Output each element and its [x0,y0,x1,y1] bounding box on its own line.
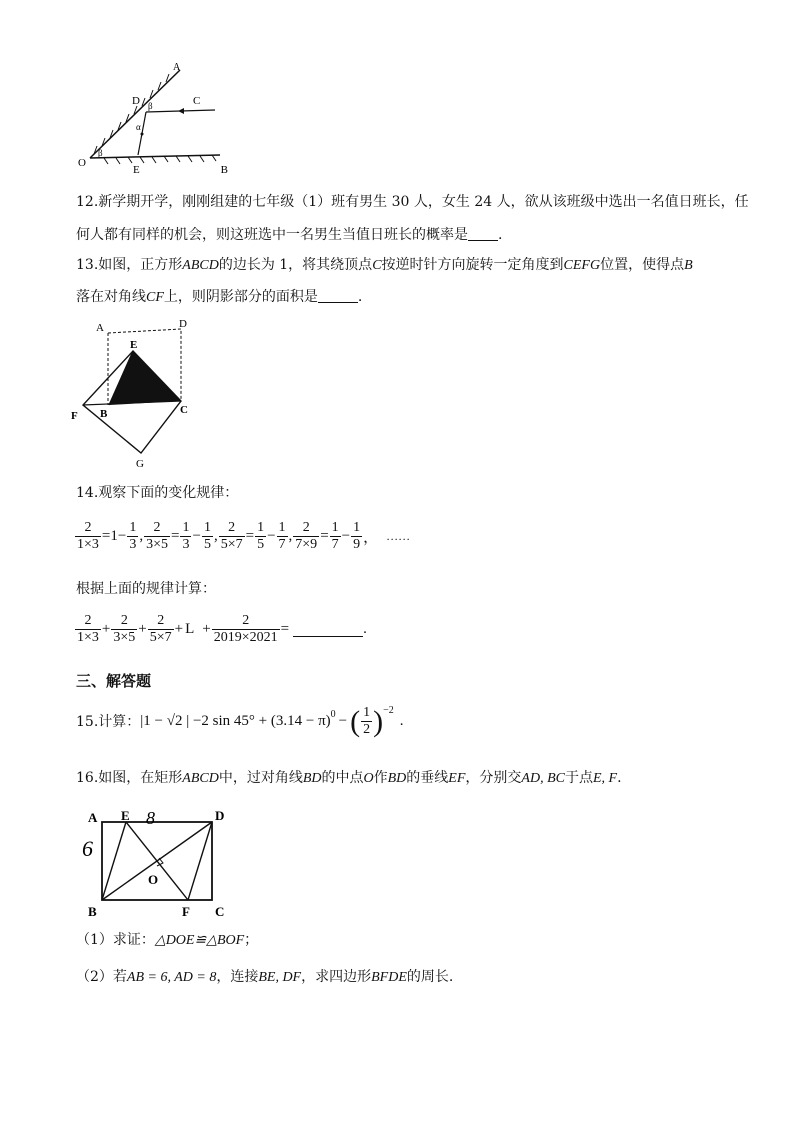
frac-2-5x7: $\frac{2}{5\times 7}$ [220,520,243,552]
frac-1-3: $\frac{1}{3}$ [129,520,137,552]
handwritten-8: 8 [146,808,155,828]
q13-line1 [76,255,693,276]
label-A: A [88,810,98,825]
q14-intro: 14.观察下面的变化规律： [76,485,239,501]
label-C: C [215,904,225,919]
sum-frac-1x3: $\frac{2}{1\times 3}$ [77,613,99,645]
q13-var-cf: CF [146,290,164,305]
sum-frac-last: $\frac{2}{2019\times 2021}$ [213,613,278,645]
q16-sub1: （1）求证：△DOE≌△BOF； [76,932,259,948]
q14-pattern: $\frac{2}{1\times 3}$ = 1 − $\frac{1}{3}$ , $\frac{2}{3\times 5}$ = $\frac{1}{3}$ − $\frac{1}{5}$ , $\frac{2}{5\times 7}$ = $\frac{1}{5}$ − $\frac{1}{7}$ , $\frac{2}{7\times 9}$ = $\frac{1}{7}$ − $\frac{1}{9}$ ， …… [77,520,411,552]
q12-line2 [76,225,502,245]
figure-q16-rectangle [78,800,238,925]
label-D: D [132,95,140,107]
sum-frac-5x7: $\frac{2}{5\times 7}$ [149,613,172,645]
figure-q13-squares [66,315,206,475]
label-E: E [130,339,138,351]
q13-answer-blank [318,288,358,303]
label-B: B [100,408,108,420]
q14-sum: $\frac{2}{1\times 3}$ + $\frac{2}{3\times 5}$ + $\frac{2}{5\times 7}$ + L + $\frac{2}{2019\times 2021}$ = . [77,613,367,645]
label-A: A [173,62,181,73]
label-C: C [193,95,201,107]
figure-q12-reflection [70,58,230,178]
q12-answer-blank [468,226,498,241]
q16-line1: 16.如图，在矩形ABCD中，过对角线BD的中点O作BD的垂线EF，分别交AD, BC于点E, F. [76,770,622,786]
label-E: E [133,164,140,176]
q13-text-5: 落在对角线 [76,289,146,305]
q15-expr: |1 − √2 | −2 sin 45° + (3.14 − π) [140,713,331,729]
handwritten-6: 6 [82,836,93,861]
frac-1-5b: $\frac{1}{5}$ [257,520,265,552]
q16-sub2: （2）若AB = 6, AD = 8，连接BE, DF，求四边形BFDE的周长. [76,969,454,985]
frac-1-5: $\frac{1}{5}$ [203,520,211,552]
q15-prefix: 15.计算： [76,713,141,730]
label-O: O [78,157,86,169]
frac-2-1x3: $\frac{2}{1\times 3}$ [77,520,99,552]
label-A: A [96,322,104,334]
frac-2-3x5: $\frac{2}{3\times 5}$ [146,520,168,552]
q13-var-abcd: ABCD [182,258,219,273]
frac-1-7: $\frac{1}{7}$ [278,520,286,552]
label-E: E [121,808,130,823]
q13-var-c: C [372,258,382,273]
q13-text-4: 位置，使得点 [600,257,685,273]
q14-answer-blank [293,622,363,637]
q13-text-2: 的边长为 1，将其绕顶点 [218,257,373,273]
frac-2-7x9: $\frac{2}{7\times 9}$ [295,520,318,552]
q13-line2 [76,287,362,308]
section-3-title: 三、解答题 [76,672,152,690]
q13-text-6: 上，则阴影部分的面积是 [163,289,318,305]
sum-frac-3x5: $\frac{2}{3\times 5}$ [113,613,136,645]
frac-1-7b: $\frac{1}{7}$ [331,520,339,552]
q15-line: 15.计算： |1 − √2 | −2 sin 45° + (3.14 − π) $^0$ − ( $\frac{1}{2}$ ) $^{-2}$ . [76,704,404,738]
label-C: C [180,404,188,416]
q14-rule-intro: 根据上面的规律计算： [76,581,216,597]
q12-line1: 12.新学期开学，刚刚组建的七年级（1）班有男生 30 人，女生 24 人，欲从该班级中选出一名值日班长，任 [76,194,749,210]
q12-text: 何人都有同样的机会，则这班选中一名男生当值日班长的概率是 [76,227,468,243]
q13-var-b: B [684,258,693,273]
label-B: B [88,904,97,919]
q13-end: . [357,289,363,305]
q15-half: $\frac{1}{2}$ [363,705,371,737]
q12-end: . [498,227,503,243]
angle-alpha: α [136,122,141,132]
q13-text-3: 按逆时针方向旋转一定角度到 [381,257,564,273]
angle-beta-top: β [148,101,153,111]
label-G: G [136,458,144,470]
q13-var-cefg: CEFG [563,258,601,273]
q13-text-1: 13.如图，正方形 [76,257,183,273]
label-F: F [71,410,78,422]
frac-1-3b: $\frac{1}{3}$ [182,520,190,552]
label-F: F [182,904,190,919]
label-O: O [148,872,159,887]
frac-1-9: $\frac{1}{9}$ [353,520,361,552]
label-B: B [220,164,228,176]
label-D: D [215,808,225,823]
label-D: D [179,318,187,330]
angle-beta-bottom: β [98,148,103,158]
